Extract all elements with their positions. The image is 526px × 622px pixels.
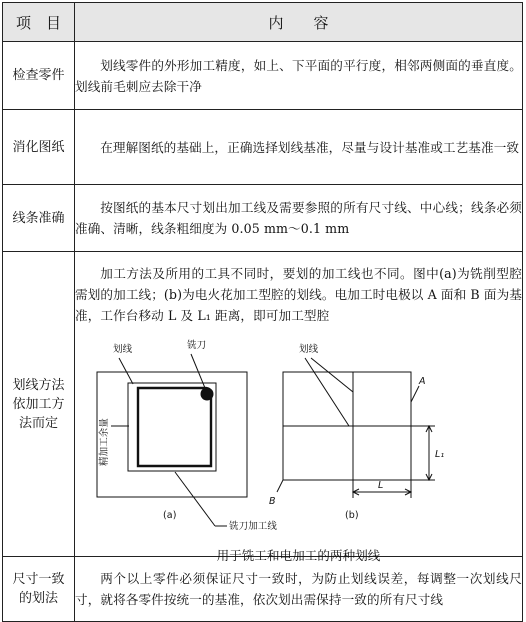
row-text: 在理解图纸的基础上，正确选择划线基准，尽量与设计基准或工艺基准一致 <box>75 110 523 185</box>
label-scribe-a: 划线 <box>113 344 133 355</box>
label-cutter: 铣刀 <box>187 340 207 351</box>
row-label: 尺寸一致的划法 <box>3 557 75 622</box>
figure-a <box>97 354 247 526</box>
cutter-icon <box>201 388 213 400</box>
label-L: L <box>378 480 384 491</box>
row-label: 线条准确 <box>3 185 75 252</box>
header-row <box>3 3 523 42</box>
table-row <box>3 557 523 622</box>
cutter-path <box>138 388 211 466</box>
row-text: 加工方法及所用的工具不同时，要划的加工线也不同。图中(a)为铣削型腔需划的加工线；(b)为电火花加工型腔的划线。电加工时电极以 A 面和 B 面为基准，工作台移动 L 及 L₁ 距离，即可加工型腔 <box>75 266 522 323</box>
row-text: 划线零件的外形加工精度，如上、下平面的平行度，相邻两侧面的垂直度。划线前毛刺应去除干净 <box>75 42 523 110</box>
header-content: 内 容 <box>75 3 523 42</box>
content-table <box>2 2 523 622</box>
leader-line <box>277 480 283 492</box>
row-label: 划线方法依加工方法而定 <box>3 252 75 557</box>
figure-drawing <box>55 326 495 541</box>
label-face-B: B <box>269 496 276 507</box>
label-face-A: A <box>419 376 426 387</box>
row-label: 消化图纸 <box>3 110 75 185</box>
table-row <box>3 110 523 185</box>
figure-b <box>277 358 435 498</box>
label-L1: L₁ <box>435 449 445 460</box>
header-item: 项 目 <box>3 3 75 42</box>
row-text: 按图纸的基本尺寸划出加工线及需要参照的所有尺寸线、中心线；线条必须准确、清晰，线条粗细度为 0.05 mm～0.1 mm <box>75 185 523 252</box>
label-scribe-b: 划线 <box>299 344 319 355</box>
label-allowance: 精加工余量 <box>99 417 110 466</box>
label-b: (b) <box>345 510 359 521</box>
leader-line <box>411 386 419 402</box>
row-text: 两个以上零件必须保证尺寸一致时，为防止划线误差，每调整一次划线尺寸，就将各零件按统一的基准，依次划出需保持一致的所有尺寸线 <box>75 557 523 622</box>
label-cutter-line: 铣刀加工线 <box>229 521 278 532</box>
leader-line <box>175 472 215 526</box>
row-text-with-figure <box>75 252 523 563</box>
leader-line <box>311 358 353 392</box>
figure-caption: 用于铣工和电加工的两种划线 <box>216 548 381 563</box>
table-row <box>3 185 523 252</box>
row-label: 检查零件 <box>3 42 75 110</box>
leader-line <box>305 358 349 426</box>
label-a: (a) <box>163 510 177 521</box>
leader-line <box>119 358 133 384</box>
workpiece-outline <box>97 372 247 497</box>
figure <box>75 326 522 563</box>
table-row <box>3 252 523 557</box>
table-row <box>3 42 523 110</box>
